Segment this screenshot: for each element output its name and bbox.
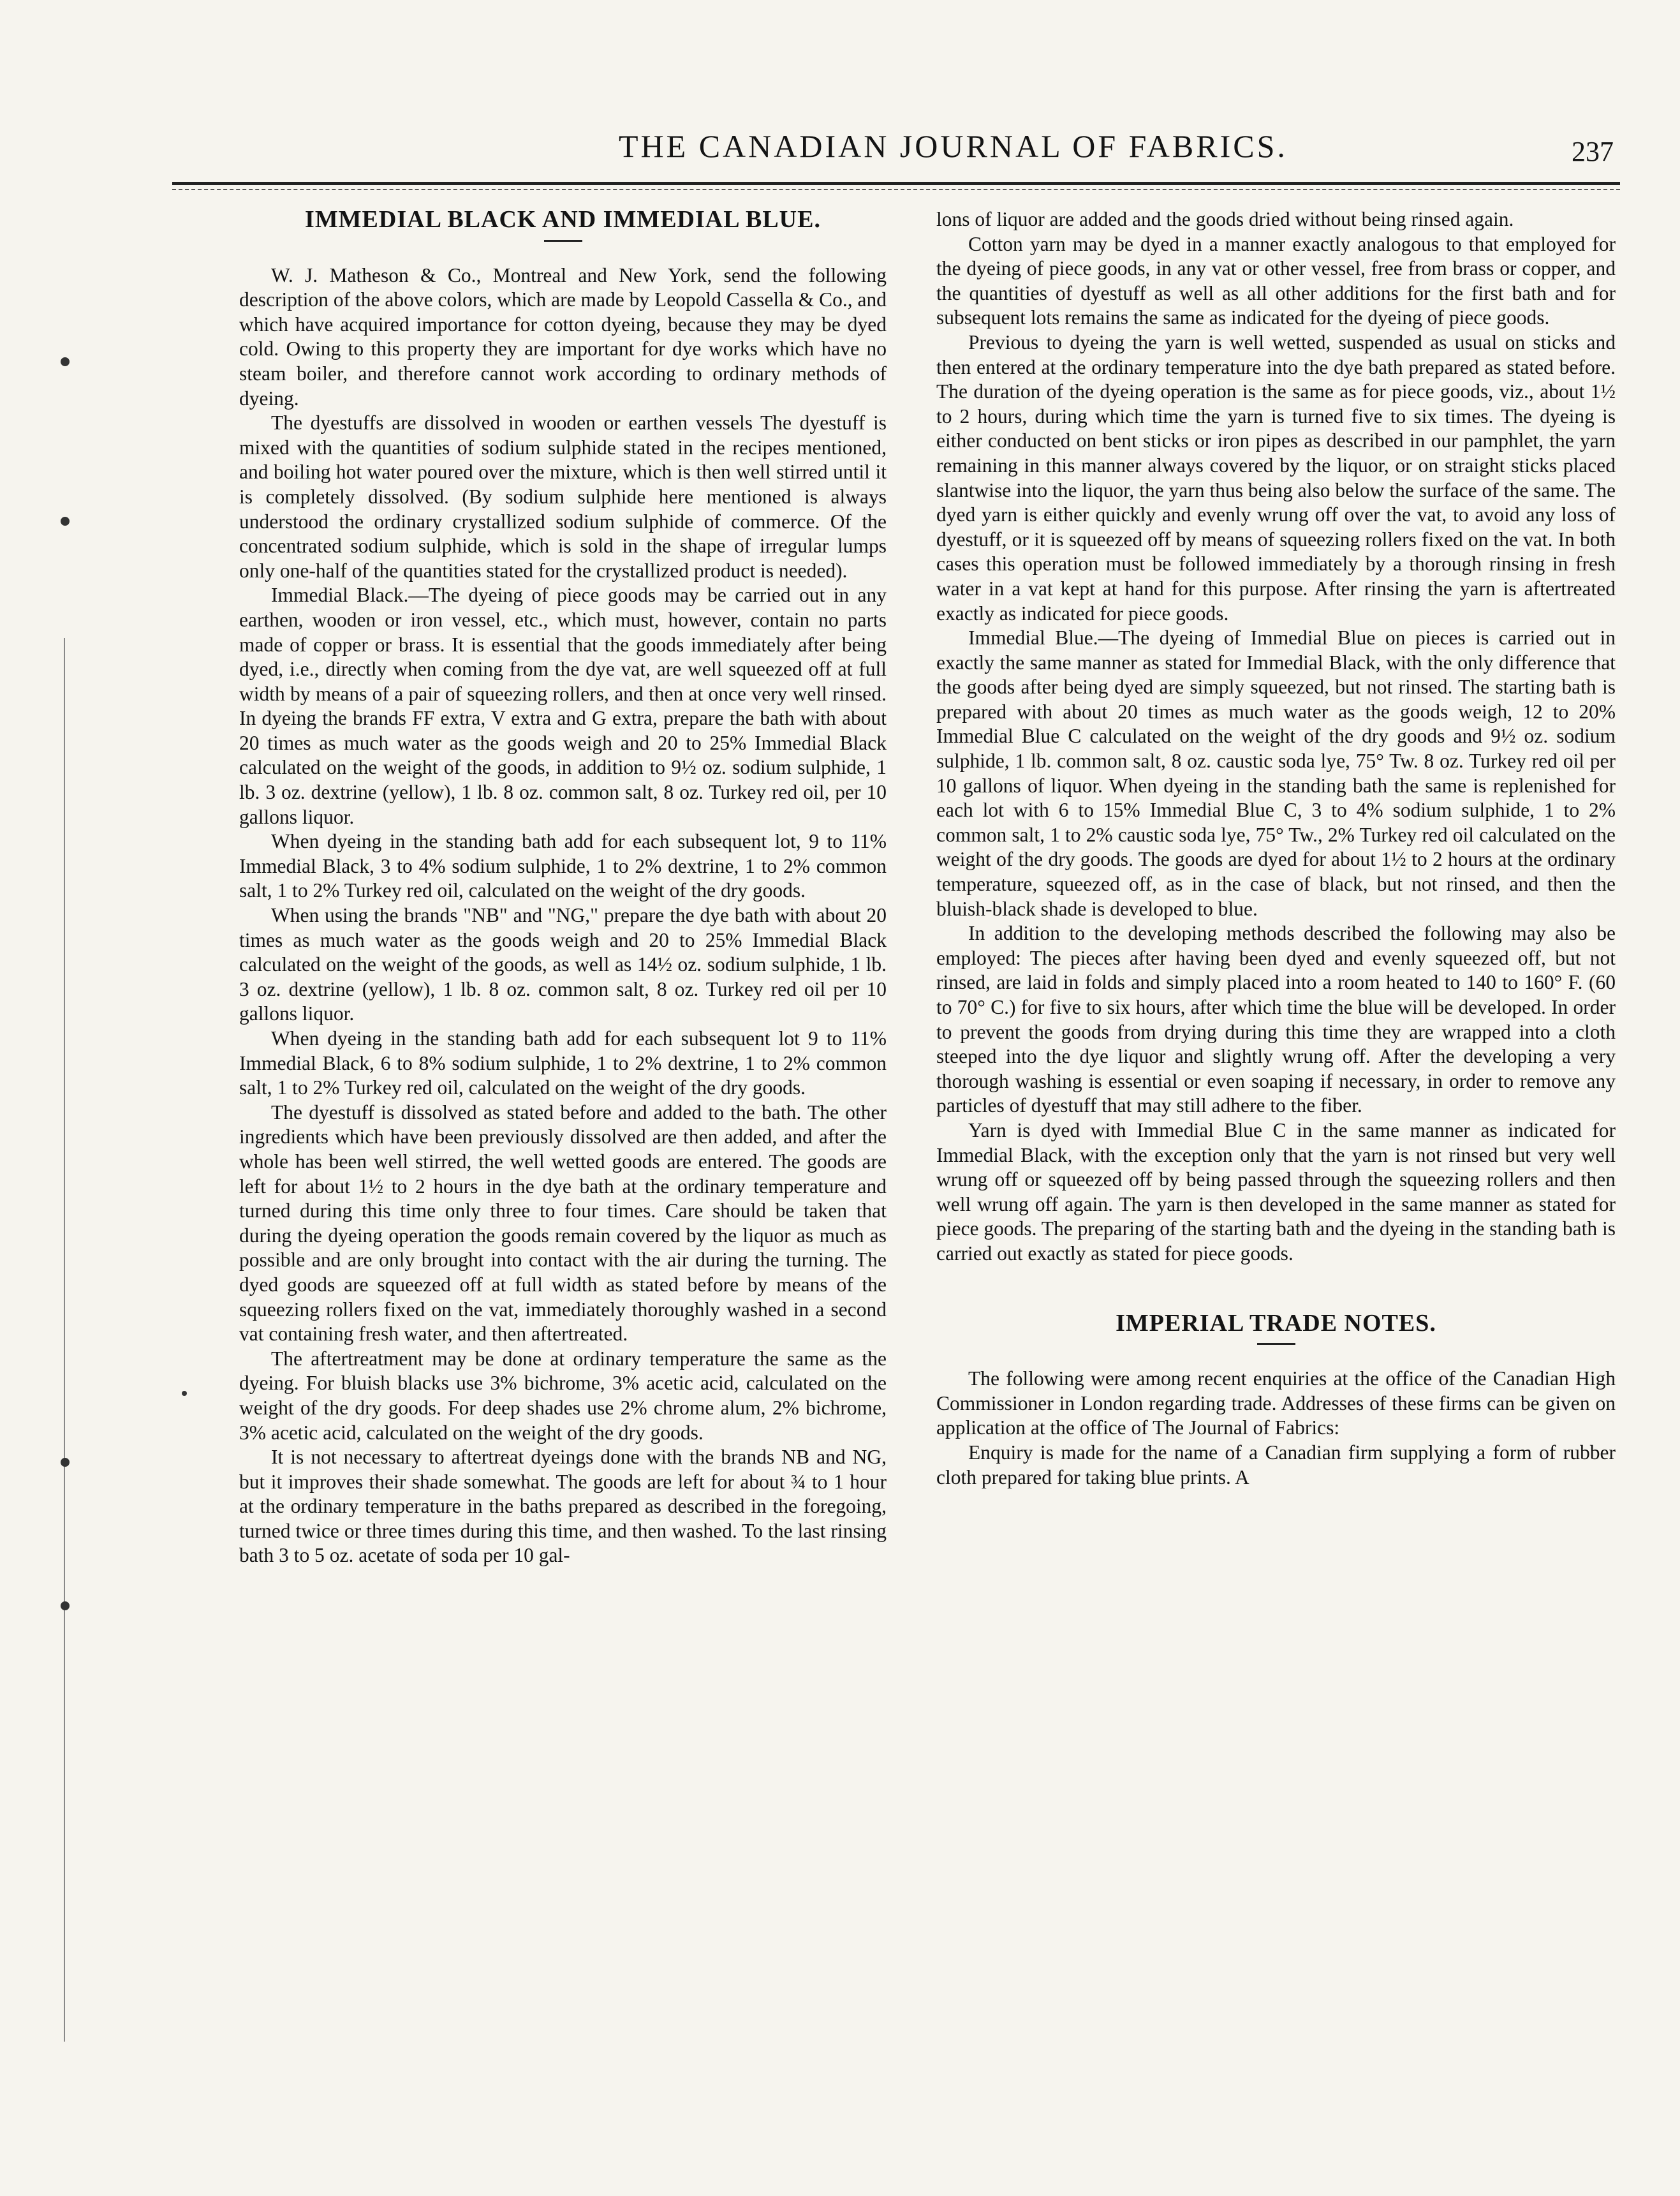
paragraph: When dyeing in the standing bath add for each subsequent lot 9 to 11% Immedial Black, 6 to 8% sodium sulphide, 1 to 2% dextrine, 1 to 2% common salt, 1 to 2% Turkey red oil, calculated on the weight of the dry goods. [239, 1027, 887, 1099]
paragraph: Yarn is dyed with Immedial Blue C in the same manner as indicated for Immedial Black, with the exception only that the yarn is not rinsed but very well wrung off or squeezed off by being passed through the squeezing rollers and then well wrung off again. The yarn is then developed in the same manner as stated for piece goods. The preparing of the starting bath and the dyeing in the standing bath is carried out exactly as stated for piece goods. [936, 1118, 1616, 1265]
margin-dot [182, 1391, 187, 1396]
paragraph: The dyestuff is dissolved as stated before and added to the bath. The other ingredients which have been previously dissolved are then added, and after the whole has been well stirred, the well wetted goods are entered. The goods are left for about 1½ to 2 hours in the dye bath at the ordinary temperature and turned during this time only three to four times. Care should be taken that during the dyeing operation the goods remain covered by the liquor as much as possible and are only brought into contact with the air during the turning. The dyed goods are squeezed off at full width as stated before by means of the squeezing rollers fixed on the vat, immediately thoroughly washed in a second vat containing fresh water, and then aftertreated. [239, 1101, 887, 1346]
page-number: 237 [1572, 136, 1614, 167]
binding-hole-mark [61, 1458, 70, 1467]
header-rule [172, 182, 1620, 185]
paragraph: Enquiry is made for the name of a Canadian firm supplying a form of rubber cloth prepared for taking blue prints. A [936, 1441, 1616, 1488]
paragraph: Immedial Blue.—The dyeing of Immedial Blue on pieces is carried out in exactly the same manner as stated for Immedial Black, with the only difference that the goods after being dyed are simply squeezed, but not rinsed. The starting bath is prepared with about 20 times as much water as the goods weigh, 12 to 20% Immedial Blue C calculated on the weight of the dry goods and 9½ oz. sodium sulphide, 1 lb. common salt, 8 oz. caustic soda lye, 75° Tw. 8 oz. Turkey red oil per 10 gallons of liquor. When dyeing in the standing bath the same is replenished for each lot with 6 to 15% Immedial Blue C, 3 to 4% sodium sulphide, 1 to 2% common salt, 1 to 2% caustic soda lye, 75° Tw., 2% Turkey red oil calculated on the weight of the dry goods. The goods are dyed for about 1½ to 2 hours at the ordinary temperature, squeezed off, as in the case of black, but not rinsed, and then the bluish-black shade is developed to blue. [936, 627, 1616, 920]
article-title-immedial: IMMEDIAL BLACK AND IMMEDIAL BLUE. [305, 206, 821, 233]
paragraph: The following were among recent enquiries at the office of the Canadian High Commissioner in London regarding trade. Addresses of these firms can be given on application at the office of The Journal of Fabrics: [936, 1367, 1616, 1439]
paragraph: The aftertreatment may be done at ordinary temperature the same as the dyeing. For bluish blacks use 3% bichrome, 3% acetic acid, calculated on the weight of the dry goods. For deep shades use 2% chrome alum, 2% bichrome, 3% acetic acid, calculated on the weight of the dry goods. [239, 1347, 887, 1444]
paragraph-continued: lons of liquor are added and the goods dried without being rinsed again. [936, 208, 1514, 230]
paragraph: The dyestuffs are dissolved in wooden or earthen vessels The dyestuff is mixed with the quantities of sodium sulphide stated in the recipes mentioned, and boiling hot water poured over the mixture, which is then well stirred until it is completely dissolved. (By sodium sulphide here mentioned is always understood the ordinary crystallized sodium sulphide of commerce. Of the concentrated sodium sulphide, which is sold in the shape of irregular lumps only one-half of the quantities stated for the crystallized product is needed). [239, 412, 887, 582]
journal-title: THE CANADIAN JOURNAL OF FABRICS. [619, 128, 1288, 164]
paragraph: When using the brands "NB" and "NG," prepare the dye bath with about 20 times as much water as the goods weigh and 20 to 25% Immedial Black calculated on the weight of the goods, as well as 14½ oz. sodium sulphide, 1 lb. 3 oz. dextrine (yellow), 1 lb. 8 oz. common salt, 8 oz. Turkey red oil per 10 gallons liquor. [239, 904, 887, 1025]
paragraph: It is not necessary to aftertreat dyeings done with the brands NB and NG, but it improves their shade somewhat. The goods are left for about ¾ to 1 hour at the ordinary temperature in the baths prepared as described in the foregoing, turned twice or three times during this time, and then washed. To the last rinsing bath 3 to 5 oz. acetate of soda per 10 gal- [239, 1446, 887, 1567]
title-rule [544, 240, 582, 242]
binding-hole-mark [61, 1601, 70, 1610]
paragraph: Cotton yarn may be dyed in a manner exactly analogous to that employed for the dyeing of piece goods, in any vat or other vessel, free from brass or copper, and the quantities of dyestuff as well as all other additions for the first bath and for subsequent lots remains the same as indicated for the dyeing of piece goods. [936, 232, 1616, 329]
title-rule [1257, 1343, 1295, 1345]
binding-hole-mark [61, 517, 70, 526]
paragraph: In addition to the developing methods described the following may also be employed: The pieces after having been dyed and evenly squeezed off, but not rinsed, are laid in folds and simply placed into a room heated to 140 to 160° F. (60 to 70° C.) for five to six hours, after which time the blue will be developed. In order to prevent the goods from drying during this time they are wrapped into a cloth steeped into the dye liquor and slightly wrung off. After the developing a very thorough washing is essential or even soaping if necessary, in order to remove any particles of dyestuff that may still adhere to the fiber. [936, 922, 1616, 1117]
right-column [936, 207, 1616, 1490]
binding-marks [61, 357, 73, 2080]
page-header [172, 128, 1620, 179]
article-title-imperial-trade: IMPERIAL TRADE NOTES. [1116, 1309, 1436, 1337]
paragraph: W. J. Matheson & Co., Montreal and New York, send the following description of the above colors, which are made by Leopold Cassella & Co., and which have acquired importance for cotton dyeing, because they may be dyed cold. Owing to this property they are important for dye works which have no steam boiler, and therefore cannot work according to ordinary methods of dyeing. [239, 263, 887, 410]
section-gap [936, 1266, 1616, 1311]
binding-hole-mark [61, 357, 70, 366]
paragraph: Immedial Black.—The dyeing of piece goods may be carried out in any earthen, wooden or iron vessel, etc., which must, however, contain no parts made of copper or brass. It is essential that the goods immediately after being dyed, i.e., directly when coming from the dye vat, are well squeezed off at full width by means of a pair of squeezing rollers, and then at once very well rinsed. In dyeing the brands FF extra, V extra and G extra, prepare the bath with about 20 times as much water as the goods weigh and 20 to 25% Immedial Black calculated on the weight of the goods, in addition to 9½ oz. sodium sulphide, 1 lb. 3 oz. dextrine (yellow), 1 lb. 8 oz. common salt, 8 oz. Turkey red oil, per 10 gallons liquor. [239, 584, 887, 828]
paragraph: When dyeing in the standing bath add for each subsequent lot, 9 to 11% Immedial Black, 3 to 4% sodium sulphide, 1 to 2% dextrine, 1 to 2% common salt, 1 to 2% Turkey red oil, calculated on the weight of the dry goods. [239, 830, 887, 902]
header-rule-dashed [172, 189, 1620, 190]
paragraph: Previous to dyeing the yarn is well wetted, suspended as usual on sticks and then entered at the ordinary temperature into the dye bath prepared as stated before. The duration of the dyeing operation is the same as for piece goods, viz., about 1½ to 2 hours, during which time the yarn is turned five to six times. The dyeing is either conducted on bent sticks or iron pipes as described in our pamphlet, the yarn remaining in this manner always covered by the liquor, or on straight sticks placed slantwise into the liquor, the yarn thus being also below the surface of the same. The dyed yarn is either quickly and evenly wrung off over the vat, to avoid any loss of dyestuff, or it is squeezed off by means of squeezing rollers fixed on the vat. In both cases this operation must be followed immediately by a thorough rinsing in fresh water in a vat kept at hand for this purpose. After rinsing the yarn is aftertreated exactly as indicated for piece goods. [936, 330, 1616, 625]
left-column [239, 207, 887, 1568]
